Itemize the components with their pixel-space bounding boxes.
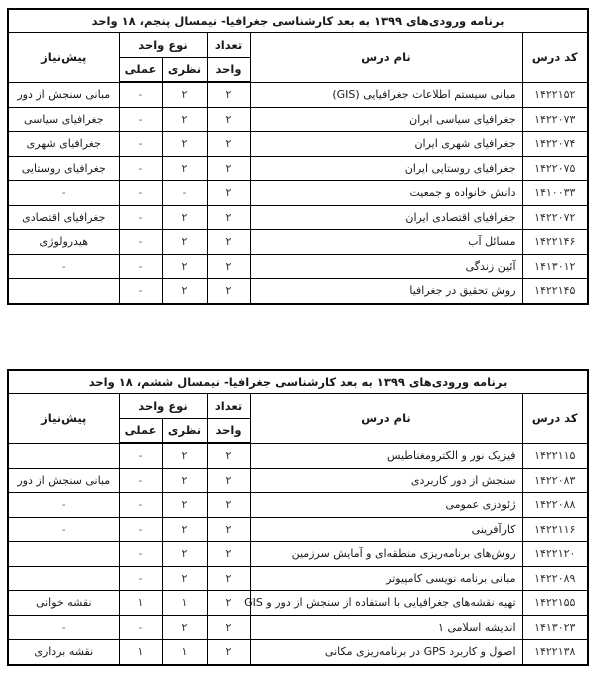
table-row (8, 443, 588, 468)
prerequisite-cell: - (8, 181, 119, 206)
header-course-code: کد درس (522, 33, 588, 83)
table-row (8, 279, 588, 304)
header-practical: عملی (119, 57, 162, 82)
prerequisite-cell (8, 279, 119, 304)
semester-6-table (7, 369, 589, 666)
course-code-cell: ۱۴۱۳۰۲۳ (522, 615, 588, 640)
practical-units-cell: - (119, 181, 162, 206)
course-code-cell: ۱۴۱۳۰۱۲ (522, 254, 588, 279)
table-row (8, 230, 588, 255)
prerequisite-cell: نقشه خوانی (8, 591, 119, 616)
theoretical-units-cell: ۲ (162, 615, 207, 640)
table-row (8, 640, 588, 665)
theoretical-units-cell: ۲ (162, 230, 207, 255)
table-row (8, 132, 588, 157)
table-title: برنامه ورودی‌های ۱۳۹۹ به بعد کارشناسی جغرافیا- نیمسال پنجم، ۱۸ واحد (8, 9, 588, 33)
table-row (8, 615, 588, 640)
units-cell: ۲ (207, 181, 250, 206)
course-code-cell: ۱۴۲۲۱۵۵ (522, 591, 588, 616)
course-name-cell: جغرافیای سیاسی ایران (250, 107, 522, 132)
practical-units-cell: - (119, 107, 162, 132)
theoretical-units-cell: ۲ (162, 156, 207, 181)
header-units-top: تعداد (207, 394, 250, 419)
practical-units-cell: - (119, 493, 162, 518)
prerequisite-cell: - (8, 254, 119, 279)
course-name-cell: روش تحقیق در جغرافیا (250, 279, 522, 304)
theoretical-units-cell: ۲ (162, 107, 207, 132)
header-prerequisite: پیش‌نیاز (8, 394, 119, 444)
course-code-cell: ۱۴۲۲۰۷۳ (522, 107, 588, 132)
table-row (8, 205, 588, 230)
course-code-cell: ۱۴۲۲۱۱۶ (522, 517, 588, 542)
prerequisite-cell: - (8, 615, 119, 640)
units-cell: ۲ (207, 132, 250, 157)
header-units-bottom: واحد (207, 57, 250, 82)
course-name-cell: مبانی سیستم اطلاعات جغرافیایی (GIS) (250, 82, 522, 107)
table-row (8, 254, 588, 279)
header-course-name: نام درس (250, 394, 522, 444)
practical-units-cell: - (119, 230, 162, 255)
prerequisite-cell: جغرافیای سیاسی (8, 107, 119, 132)
table-row (8, 493, 588, 518)
practical-units-cell: - (119, 156, 162, 181)
practical-units-cell: - (119, 542, 162, 567)
units-cell: ۲ (207, 517, 250, 542)
theoretical-units-cell: - (162, 181, 207, 206)
table-row (8, 542, 588, 567)
practical-units-cell: - (119, 279, 162, 304)
table-title: برنامه ورودی‌های ۱۳۹۹ به بعد کارشناسی جغرافیا- نیمسال ششم، ۱۸ واحد (8, 370, 588, 394)
units-cell: ۲ (207, 254, 250, 279)
course-code-cell: ۱۴۲۲۱۲۰ (522, 542, 588, 567)
theoretical-units-cell: ۲ (162, 566, 207, 591)
units-cell: ۲ (207, 156, 250, 181)
prerequisite-cell (8, 443, 119, 468)
prerequisite-cell: - (8, 517, 119, 542)
units-cell: ۲ (207, 205, 250, 230)
header-unit-type: نوع واحد (119, 394, 207, 419)
theoretical-units-cell: ۱ (162, 591, 207, 616)
units-cell: ۲ (207, 82, 250, 107)
table-row (8, 181, 588, 206)
course-name-cell: جغرافیای اقتصادی ایران (250, 205, 522, 230)
course-code-cell: ۱۴۲۲۰۸۹ (522, 566, 588, 591)
header-practical: عملی (119, 418, 162, 443)
prerequisite-cell: نقشه برداری (8, 640, 119, 665)
theoretical-units-cell: ۲ (162, 254, 207, 279)
course-name-cell: دانش خانواده و جمعیت (250, 181, 522, 206)
practical-units-cell: - (119, 254, 162, 279)
header-prerequisite: پیش‌نیاز (8, 33, 119, 83)
table-row (8, 468, 588, 493)
course-code-cell: ۱۴۲۲۰۷۵ (522, 156, 588, 181)
theoretical-units-cell: ۲ (162, 542, 207, 567)
practical-units-cell: - (119, 517, 162, 542)
prerequisite-cell: جغرافیای شهری (8, 132, 119, 157)
semester-5-table (7, 8, 589, 305)
course-name-cell: فیزیک نور و الکترومغناطیس (250, 443, 522, 468)
units-cell: ۲ (207, 566, 250, 591)
prerequisite-cell: مبانی سنجش از دور (8, 82, 119, 107)
practical-units-cell: ۱ (119, 640, 162, 665)
practical-units-cell: - (119, 132, 162, 157)
theoretical-units-cell: ۲ (162, 82, 207, 107)
table-row (8, 156, 588, 181)
course-code-cell: ۱۴۲۲۰۸۳ (522, 468, 588, 493)
course-name-cell: اصول و کاربرد GPS در برنامه‌ریزی مکانی (250, 640, 522, 665)
prerequisite-cell: جغرافیای اقتصادی (8, 205, 119, 230)
table-row (8, 566, 588, 591)
header-units-bottom: واحد (207, 418, 250, 443)
prerequisite-cell: - (8, 493, 119, 518)
course-name-cell: روش‌های برنامه‌ریزی منطقه‌ای و آمایش سرزمین (250, 542, 522, 567)
table-row (8, 107, 588, 132)
course-name-cell: تهیه نقشه‌های جغرافیایی با استفاده از سنجش از دور و GIS (250, 591, 522, 616)
course-code-cell: ۱۴۲۲۰۸۸ (522, 493, 588, 518)
course-code-cell: ۱۴۲۲۱۵۲ (522, 82, 588, 107)
practical-units-cell: - (119, 443, 162, 468)
practical-units-cell: - (119, 468, 162, 493)
course-code-cell: ۱۴۲۲۰۷۲ (522, 205, 588, 230)
prerequisite-cell (8, 566, 119, 591)
theoretical-units-cell: ۲ (162, 517, 207, 542)
course-code-cell: ۱۴۲۲۱۴۵ (522, 279, 588, 304)
theoretical-units-cell: ۲ (162, 493, 207, 518)
course-name-cell: اندیشه اسلامی ۱ (250, 615, 522, 640)
practical-units-cell: - (119, 615, 162, 640)
header-unit-type: نوع واحد (119, 33, 207, 58)
course-code-cell: ۱۴۲۲۱۳۸ (522, 640, 588, 665)
units-cell: ۲ (207, 615, 250, 640)
units-cell: ۲ (207, 107, 250, 132)
header-theoretical: نظری (162, 57, 207, 82)
course-name-cell: کارآفرینی (250, 517, 522, 542)
units-cell: ۲ (207, 493, 250, 518)
prerequisite-cell: مبانی سنجش از دور (8, 468, 119, 493)
course-name-cell: مسائل آب (250, 230, 522, 255)
units-cell: ۲ (207, 468, 250, 493)
theoretical-units-cell: ۲ (162, 279, 207, 304)
practical-units-cell: ۱ (119, 591, 162, 616)
header-units-top: تعداد (207, 33, 250, 58)
course-code-cell: ۱۴۲۲۰۷۴ (522, 132, 588, 157)
header-theoretical: نظری (162, 418, 207, 443)
prerequisite-cell: هیدرولوژی (8, 230, 119, 255)
table-body (8, 82, 588, 304)
theoretical-units-cell: ۲ (162, 443, 207, 468)
units-cell: ۲ (207, 542, 250, 567)
units-cell: ۲ (207, 443, 250, 468)
theoretical-units-cell: ۲ (162, 132, 207, 157)
practical-units-cell: - (119, 205, 162, 230)
table-row (8, 517, 588, 542)
theoretical-units-cell: ۱ (162, 640, 207, 665)
units-cell: ۲ (207, 640, 250, 665)
course-name-cell: جغرافیای شهری ایران (250, 132, 522, 157)
units-cell: ۲ (207, 279, 250, 304)
practical-units-cell: - (119, 566, 162, 591)
table-body (8, 443, 588, 665)
units-cell: ۲ (207, 230, 250, 255)
prerequisite-cell (8, 542, 119, 567)
table-row (8, 591, 588, 616)
course-name-cell: مبانی برنامه نویسی کامپیوتر (250, 566, 522, 591)
theoretical-units-cell: ۲ (162, 468, 207, 493)
units-cell: ۲ (207, 591, 250, 616)
header-course-name: نام درس (250, 33, 522, 83)
prerequisite-cell: جغرافیای روستایی (8, 156, 119, 181)
theoretical-units-cell: ۲ (162, 205, 207, 230)
course-name-cell: آئین زندگی (250, 254, 522, 279)
course-code-cell: ۱۴۲۲۱۴۶ (522, 230, 588, 255)
practical-units-cell: - (119, 82, 162, 107)
course-name-cell: سنجش از دور کاربردی (250, 468, 522, 493)
header-course-code: کد درس (522, 394, 588, 444)
course-name-cell: جغرافیای روستایی ایران (250, 156, 522, 181)
course-name-cell: ژئودزی عمومی (250, 493, 522, 518)
table-row (8, 82, 588, 107)
course-code-cell: ۱۴۱۰۰۳۳ (522, 181, 588, 206)
course-code-cell: ۱۴۲۲۱۱۵ (522, 443, 588, 468)
